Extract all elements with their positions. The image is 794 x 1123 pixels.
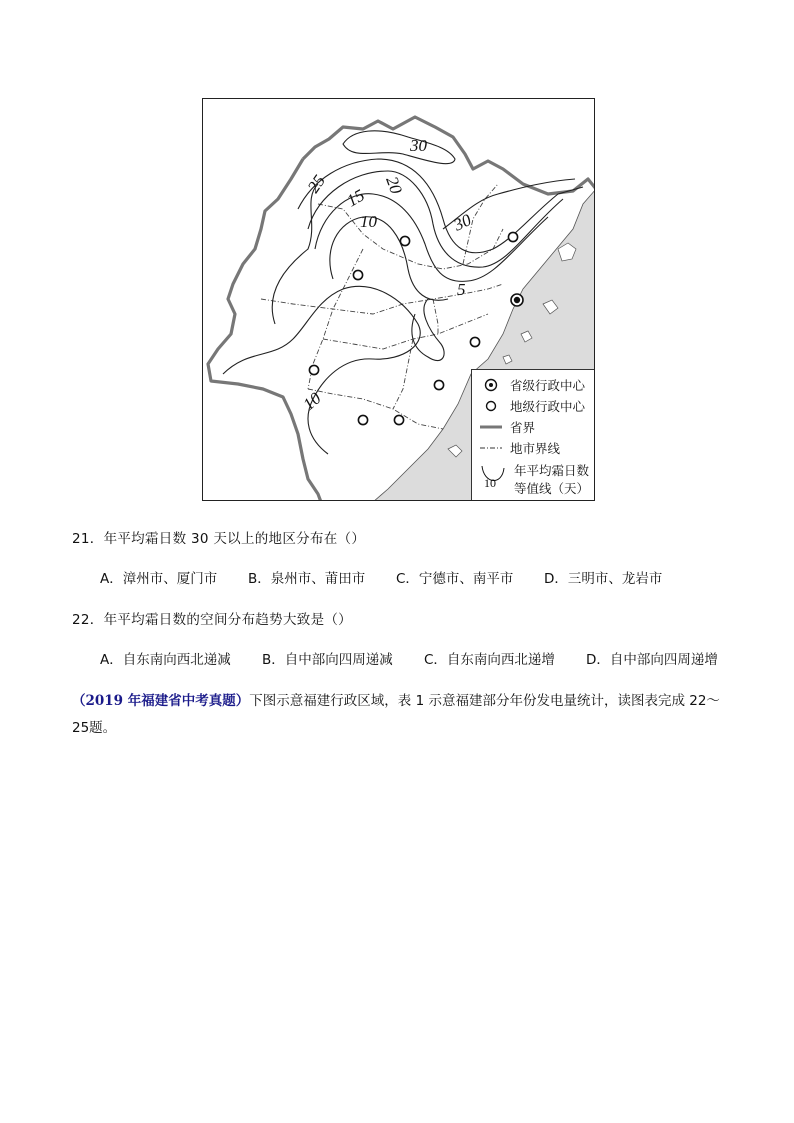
contour-label: 5 [457,280,466,299]
city-marker [470,337,479,346]
legend-isoline [480,462,589,498]
legend-provincial-center [480,376,585,394]
option-d: D．三明市、龙岩市 [544,571,663,587]
contour-label: 25 [303,171,330,197]
legend-city-border [480,439,560,457]
isoline-10-south [223,286,420,454]
legend-label: 年平均霜日数 [514,463,590,478]
contour-label: 20 [382,173,406,197]
option-c: C．自东南向西北递增 [424,652,555,668]
contour-label: 10 [299,388,325,415]
provincial-center-marker [511,294,523,306]
legend-label: 省界 [510,420,536,435]
section-intro [72,688,732,742]
city-border-icon [480,441,502,455]
map-legend [471,369,595,501]
contour-label: 15 [343,185,368,211]
option-b: B．自中部向四周递减 [262,652,393,668]
provincial-center-icon [480,378,502,392]
fujian-frost-map [202,98,595,501]
isoline-30-north [343,131,455,164]
city-marker [508,232,517,241]
isoline-25 [298,159,583,253]
city-marker [353,270,362,279]
isoline-icon [480,462,506,496]
option-b: B．泉州市、莆田市 [248,571,366,587]
city-marker [400,236,409,245]
source-tag: （2019 年福建省中考真题） [72,693,250,709]
option-a: A．自东南向西北递减 [100,652,231,668]
contour-label: 30 [410,136,427,155]
question-22-stem: 22．年平均霜日数的空间分布趋势大致是（） [72,612,352,628]
question-22-options [100,648,718,668]
city-marker [394,415,403,424]
prefecture-center-icon [480,399,502,413]
isoline-outer [272,184,318,324]
legend-label: 地市界线 [510,441,561,456]
legend-province-border [480,418,535,436]
isoline-5 [412,299,444,361]
city-marker [434,380,443,389]
isoline-sample-value: 10 [484,476,496,490]
legend-label: 等值线（天） [514,481,590,496]
province-border-icon [480,420,502,434]
question-21-stem: 21．年平均霜日数 30 天以上的地区分布在（） [72,531,366,547]
option-a: A．漳州市、厦门市 [100,571,218,587]
option-d: D．自中部向四周递增 [586,652,718,668]
intro-text: 下图示意福建行政区域，表 1 示意福建部分年份发电量统计，读图表完成 22～25题。 [72,693,720,736]
contour-label: 10 [360,212,377,231]
question-21-options [100,567,662,587]
city-marker [309,365,318,374]
legend-label: 地级行政中心 [510,399,586,414]
legend-label: 省级行政中心 [510,378,586,393]
option-c: C．宁德市、南平市 [396,571,514,587]
city-marker [358,415,367,424]
legend-prefecture-center [480,397,585,415]
contour-label: 30 [450,210,475,235]
